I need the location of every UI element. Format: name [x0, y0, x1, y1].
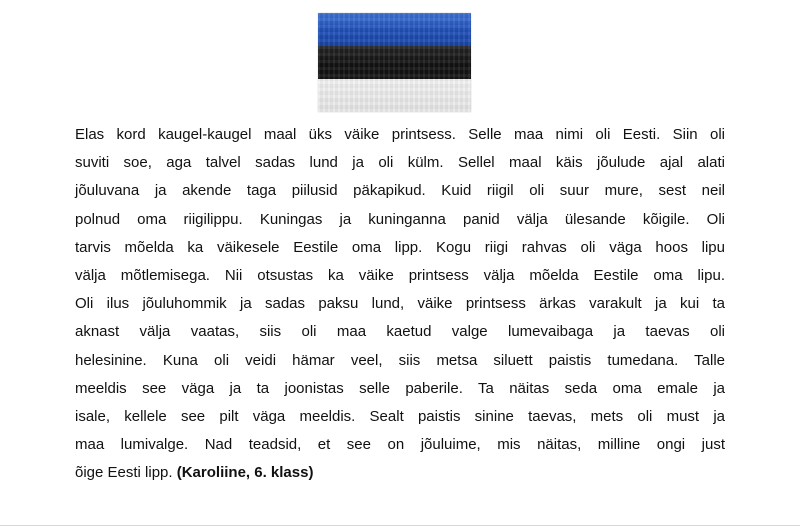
estonian-flag-image [318, 13, 471, 112]
story-line: Elas kord kaugel-kaugel maal üks väike printsess. Selle maa nimi oli Eesti. Siin oli [75, 126, 725, 143]
story-line: maa lumivalge. Nad teadsid, et see on jõuluime, mis näitas, milline ongi just [75, 436, 725, 454]
story-line: välja mõtlemisega. Nii otsustas ka väike printsess välja mõelda Eestile oma lipu. [75, 267, 725, 285]
story-line: helesinine. Kuna oli veidi hämar veel, siis metsa siluett paistis tumedana. Talle [75, 351, 725, 369]
flag-white-band [318, 79, 471, 112]
story-line: suviti soe, aga talvel sadas lund ja oli külm. Sellel maal käis jõulude ajal alati [75, 154, 725, 172]
story-paragraph [75, 121, 725, 488]
story-line: meeldis see väga ja ta joonistas selle paberile. Ta näitas seda oma emale ja [75, 379, 725, 397]
page-bottom-divider [0, 525, 800, 526]
story-line: aknast välja vaatas, siis oli maa kaetud valge lumevaibaga ja taevas oli [75, 323, 725, 341]
story-last-line [75, 459, 725, 487]
story-line: jõuluvana ja akende taga piilusid päkapikud. Kuid riigil oli suur mure, sest neil [75, 182, 725, 200]
author-signature: (Karoliine, 6. klass) [176, 464, 314, 482]
story-line: isale, kellele see pilt väga meeldis. Sealt paistis sinine taevas, mets oli must ja [75, 408, 725, 426]
story-line: Oli ilus jõuluhommik ja sadas paksu lund, väike printsess ärkas varakult ja kui ta [75, 295, 725, 313]
story-line: tarvis mõelda ka väikesele Eestile oma lipp. Kogu riigi rahvas oli väga hoos lipu [75, 238, 725, 256]
flag-blue-band [318, 13, 471, 46]
story-line: polnud oma riigilippu. Kuningas ja kuninganna panid välja ülesande kõigile. Oli [75, 210, 725, 228]
story-closing-text: õige Eesti lipp. [75, 464, 173, 482]
flag-black-band [318, 46, 471, 79]
